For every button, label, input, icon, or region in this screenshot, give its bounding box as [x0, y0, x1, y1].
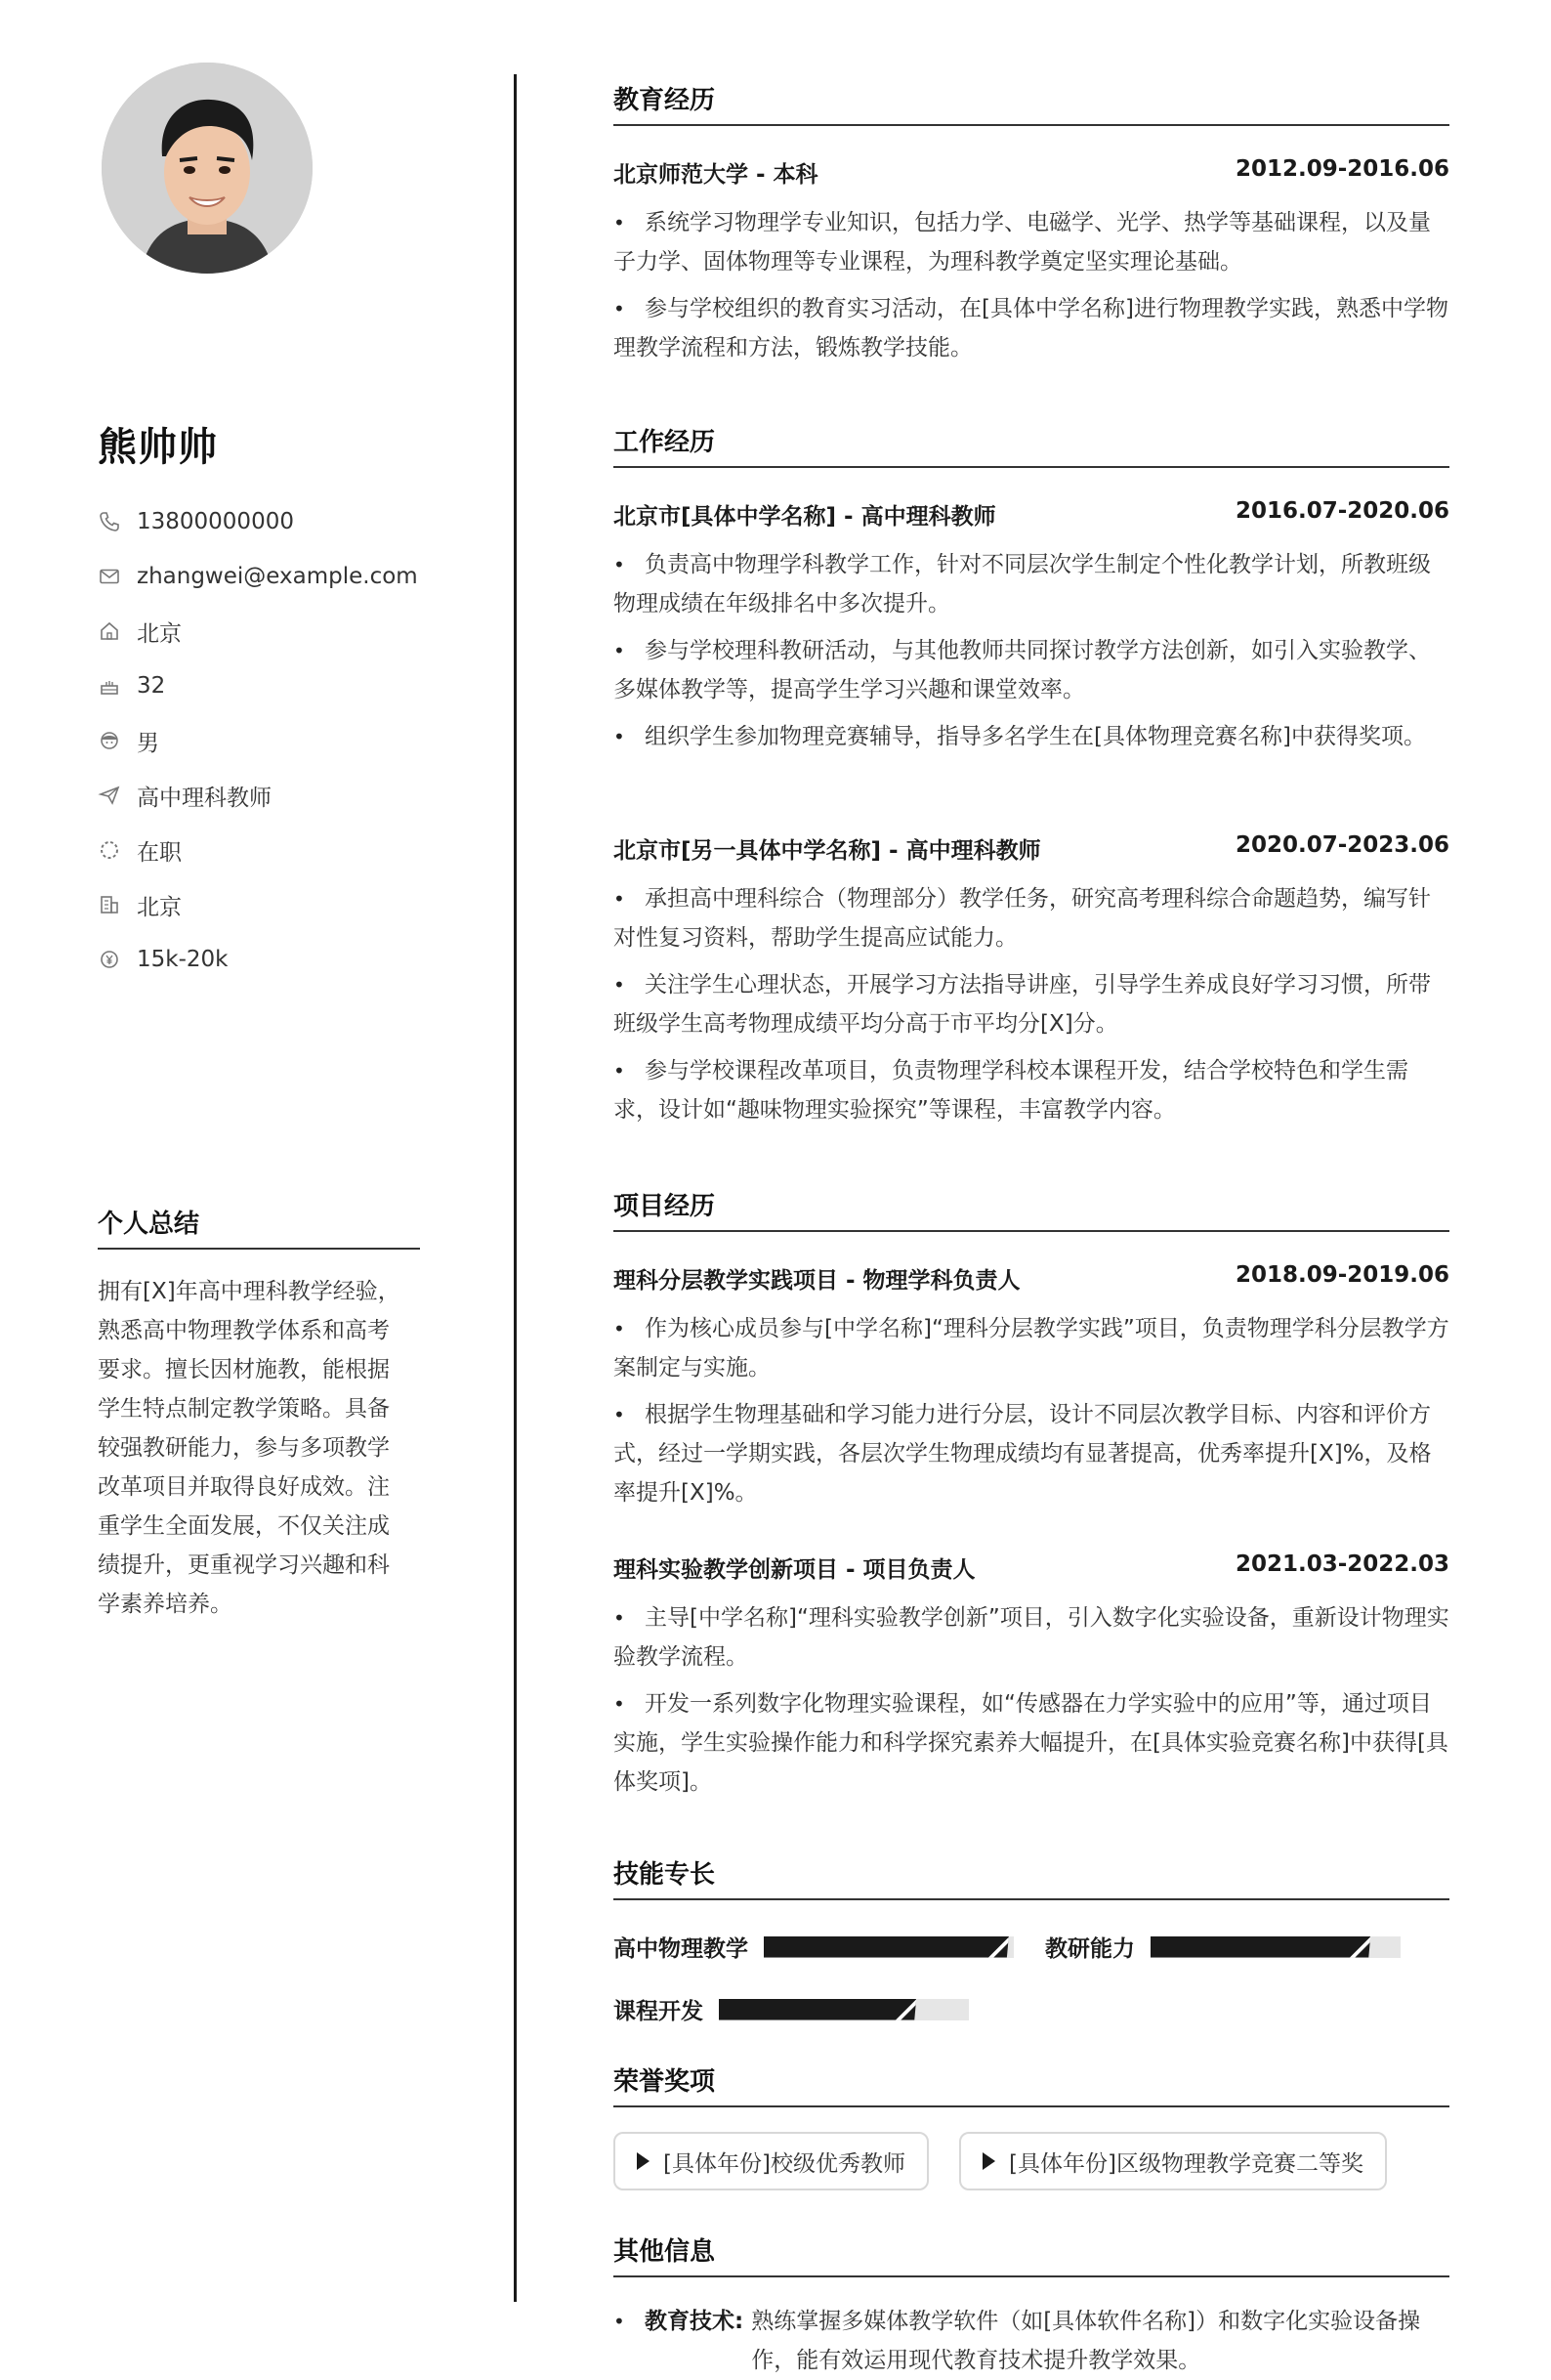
contact-salary: [98, 932, 418, 987]
work-title: 工作经历: [613, 422, 1449, 468]
entry-date: 2018.09-2019.06: [1235, 1262, 1449, 1288]
other-info-item: [613, 2302, 1449, 2380]
entry-date: 2020.07-2023.06: [1235, 832, 1449, 858]
avatar-portrait: [102, 63, 313, 274]
list-item: • 开发一系列数字化物理实验课程，如“传感器在力学实验中的应用”等，通过项目实施，学生实验操作能力和科学探究素养大幅提升，在[具体实验竞赛名称]中获得[具体奖项]。: [613, 1684, 1449, 1802]
status-icon: [98, 838, 121, 862]
skills-title: 技能专长: [613, 1854, 1449, 1900]
contact-value: 在职: [137, 839, 182, 866]
entry-org: 北京市[另一具体中学名称] - 高中理科教师: [613, 838, 1041, 864]
contact-address: [98, 604, 418, 659]
work-bullets: [613, 545, 1449, 764]
triangle-right-icon: [983, 2152, 995, 2170]
work-entry-header: [613, 832, 1449, 865]
contact-phone: [98, 494, 418, 549]
contact-value: zhangwei@example.com: [137, 564, 418, 589]
skill-name: 高中物理教学: [613, 1936, 748, 1962]
project-entry-header: [613, 1262, 1449, 1295]
entry-org: 北京师范大学 - 本科: [613, 162, 818, 188]
work-entry-header: [613, 498, 1449, 531]
honor-text: [具体年份]区级物理教学竞赛二等奖: [1009, 2150, 1363, 2177]
building-icon: [98, 893, 121, 916]
skill-item: [613, 1931, 1014, 1963]
list-item: • 承担高中理科综合（物理部分）教学任务，研究高考理科综合命题趋势，编写针对性复习资料，帮助学生提高应试能力。: [613, 879, 1449, 957]
entry-date: 2012.09-2016.06: [1235, 156, 1449, 182]
skill-name: 教研能力: [1045, 1936, 1135, 1962]
project-entry-header: [613, 1551, 1449, 1584]
entry-org: 理科分层教学实践项目 - 物理学科负责人: [613, 1268, 1021, 1294]
list-item: • 作为核心成员参与[中学名称]“理科分层教学实践”项目，负责物理学科分层教学方案制定与实施。: [613, 1309, 1449, 1387]
honor-badge: [613, 2132, 929, 2190]
other-title: 其他信息: [613, 2231, 1449, 2277]
honors-title: 荣誉奖项: [613, 2061, 1449, 2107]
contact-age: [98, 659, 418, 713]
phone-icon: [98, 510, 121, 533]
honor-badge: [959, 2132, 1387, 2190]
entry-org: 北京市[具体中学名称] - 高中理科教师: [613, 504, 996, 530]
bullet-dot: •: [613, 2310, 625, 2333]
entry-date: 2021.03-2022.03: [1235, 1551, 1449, 1577]
education-title: 教育经历: [613, 80, 1449, 126]
contact-position: [98, 768, 418, 823]
contact-value: 高中理科教师: [137, 785, 272, 811]
cake-icon: [98, 674, 121, 698]
contact-value: 北京: [137, 620, 182, 647]
home-icon: [98, 619, 121, 643]
list-item: • 组织学生参加物理竞赛辅导，指导多名学生在[具体物理竞赛名称]中获得奖项。: [613, 717, 1449, 756]
list-item: • 参与学校理科教研活动，与其他教师共同探讨教学方法创新，如引入实验教学、多媒体教学等，提高学生学习兴趣和课堂效率。: [613, 631, 1449, 709]
contact-value: 15k-20k: [137, 947, 229, 972]
contact-value: 北京: [137, 894, 182, 920]
skill-bar: [1151, 1936, 1401, 1958]
honor-text: [具体年份]校级优秀教师: [663, 2150, 905, 2177]
summary-text: 拥有[X]年高中理科教学经验，熟悉高中物理教学体系和高考要求。擅长因材施教，能根据学生特点制定教学策略。具备较强教研能力，参与多项教学改革项目并取得良好成效。注重学生全面发展，不仅关注成绩提升，更重视学习兴趣和科学素养培养。: [98, 1279, 400, 1617]
contact-list: [98, 494, 418, 987]
other-value: 熟练掌握多媒体教学软件（如[具体软件名称]）和数字化实验设备操作，能有效运用现代教育技术提升教学效果。: [751, 2309, 1421, 2373]
skill-item: [613, 1993, 969, 2025]
list-item: • 参与学校课程改革项目，负责物理学科校本课程开发，结合学校特色和学生需求，设计如“趣味物理实验探究”等课程，丰富教学内容。: [613, 1051, 1449, 1129]
contact-value: 13800000000: [137, 509, 294, 534]
sidebar: [0, 0, 508, 2380]
skill-bar: [764, 1936, 1014, 1958]
entry-date: 2016.07-2020.06: [1235, 498, 1449, 524]
project-bullets: [613, 1598, 1449, 1809]
contact-value: 32: [137, 673, 166, 699]
list-item: • 根据学生物理基础和学习能力进行分层，设计不同层次教学目标、内容和评价方式，经过一学期实践，各层次学生物理成绩均有显著提高，优秀率提升[X]%，及格率提升[X]%。: [613, 1395, 1449, 1512]
entry-org: 理科实验教学创新项目 - 项目负责人: [613, 1557, 976, 1583]
list-item: • 关注学生心理状态，开展学习方法指导讲座，引导学生养成良好学习习惯，所带班级学生高考物理成绩平均分高于市平均分[X]分。: [613, 965, 1449, 1043]
work-bullets: [613, 879, 1449, 1137]
skill-item: [1045, 1931, 1401, 1963]
skill-bar-fill: [764, 1936, 1009, 1958]
summary-title: 个人总结: [98, 1204, 420, 1250]
skill-name: 课程开发: [613, 1999, 703, 2024]
list-item: • 主导[中学名称]“理科实验教学创新”项目，引入数字化实验设备，重新设计物理实验教学流程。: [613, 1598, 1449, 1677]
project-bullets: [613, 1309, 1449, 1520]
skill-bar-fill: [1151, 1936, 1370, 1958]
education-bullets: [613, 203, 1449, 375]
contact-value: 男: [137, 730, 159, 756]
contact-email: [98, 549, 418, 604]
contact-city: [98, 877, 418, 932]
skill-bar-fill: [719, 1999, 916, 2020]
projects-title: 项目经历: [613, 1186, 1449, 1232]
list-item: • 负责高中物理学科教学工作，针对不同层次学生制定个性化教学计划，所教班级物理成绩在年级排名中多次提升。: [613, 545, 1449, 623]
mail-icon: [98, 565, 121, 588]
contact-status: [98, 823, 418, 877]
profile-name: 熊帅帅: [98, 425, 218, 470]
avatar: [102, 63, 313, 274]
contact-gender: [98, 713, 418, 768]
triangle-right-icon: [637, 2152, 650, 2170]
column-divider: [514, 74, 517, 2302]
list-item: • 系统学习物理学专业知识，包括力学、电磁学、光学、热学等基础课程，以及量子力学、固体物理等专业课程，为理科教学奠定坚实理论基础。: [613, 203, 1449, 281]
skill-bar: [719, 1999, 969, 2020]
salary-icon: [98, 948, 121, 971]
send-icon: [98, 784, 121, 807]
other-label: 教育技术:: [645, 2309, 744, 2334]
list-item: • 参与学校组织的教育实习活动，在[具体中学名称]进行物理教学实践，熟悉中学物理教学流程和方法，锻炼教学技能。: [613, 289, 1449, 367]
education-entry-header: [613, 156, 1449, 189]
gender-icon: [98, 729, 121, 752]
